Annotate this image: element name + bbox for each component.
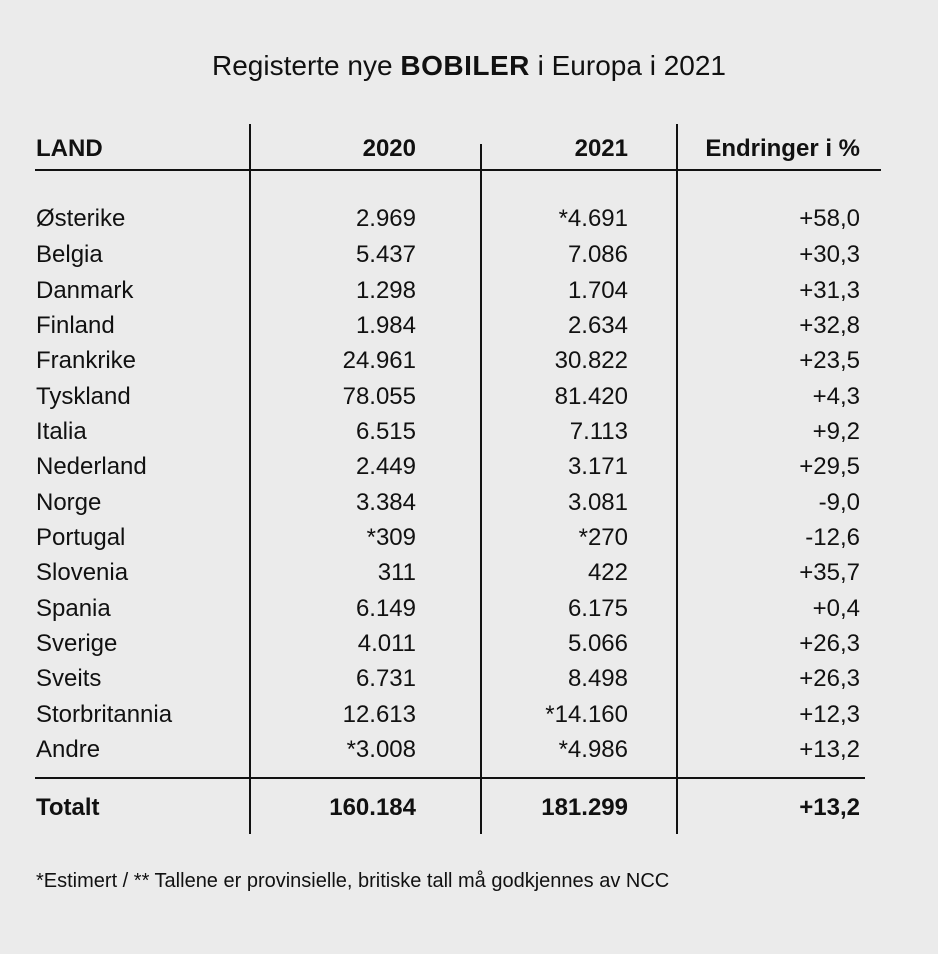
row-5-land: Tyskland — [36, 383, 131, 410]
header-divider — [35, 169, 881, 171]
row-7-2021: 3.171 — [567, 453, 628, 480]
column-separator-3 — [676, 124, 678, 834]
row-0-2021: *4.691 — [558, 205, 628, 232]
column-separator-2 — [480, 144, 482, 834]
row-11-2021: 6.175 — [567, 595, 628, 622]
row-12-change: +26,3 — [799, 630, 860, 657]
row-8-land: Norge — [36, 489, 102, 516]
row-7-change: +29,5 — [799, 453, 860, 480]
row-3-land: Finland — [36, 312, 115, 339]
row-9-2020: *309 — [366, 524, 416, 551]
header-2021: 2021 — [574, 135, 628, 162]
row-3-change: +32,8 — [799, 312, 860, 339]
row-2-2020: 1.298 — [355, 277, 416, 304]
row-14-2021: *14.160 — [545, 701, 628, 728]
row-15-2020: *3.008 — [346, 736, 416, 763]
row-11-2020: 6.149 — [355, 595, 416, 622]
column-separator-1 — [249, 124, 251, 834]
row-6-land: Italia — [36, 418, 87, 445]
row-14-land: Storbritannia — [36, 701, 173, 728]
header-land: LAND — [36, 135, 103, 162]
row-6-2020: 6.515 — [355, 418, 416, 445]
row-5-2020: 78.055 — [342, 383, 416, 410]
row-13-change: +26,3 — [799, 665, 860, 692]
row-9-2021: *270 — [578, 524, 628, 551]
total-change: +13,2 — [799, 794, 860, 821]
row-12-2020: 4.011 — [357, 630, 416, 657]
title-prefix: Registerte nye — [212, 50, 393, 81]
title-suffix: i Europa i 2021 — [537, 50, 726, 81]
row-6-change: +9,2 — [812, 418, 860, 445]
row-8-change: -9,0 — [818, 489, 860, 516]
row-1-land: Belgia — [36, 241, 103, 268]
row-4-land: Frankrike — [36, 347, 137, 374]
row-9-land: Portugal — [36, 524, 126, 551]
row-0-2020: 2.969 — [355, 205, 416, 232]
row-4-2021: 30.822 — [554, 347, 628, 374]
row-14-2020: 12.613 — [342, 701, 416, 728]
row-11-land: Spania — [36, 595, 111, 622]
total-divider — [35, 777, 865, 779]
header-2020: 2020 — [362, 135, 416, 162]
row-1-2020: 5.437 — [355, 241, 416, 268]
row-12-land: Sverige — [36, 630, 118, 657]
row-2-land: Danmark — [36, 277, 134, 304]
title-bold: BOBILER — [400, 50, 530, 81]
row-7-land: Nederland — [36, 453, 147, 480]
row-7-2020: 2.449 — [355, 453, 416, 480]
row-4-change: +23,5 — [799, 347, 860, 374]
row-3-2021: 2.634 — [567, 312, 628, 339]
row-12-2021: 5.066 — [567, 630, 628, 657]
row-10-2021: 422 — [587, 559, 628, 586]
row-0-land: Østerike — [36, 205, 126, 232]
header-change: Endringer i % — [705, 135, 860, 162]
row-15-2021: *4.986 — [558, 736, 628, 763]
row-1-2021: 7.086 — [567, 241, 628, 268]
row-8-2020: 3.384 — [355, 489, 416, 516]
row-11-change: +0,4 — [812, 595, 860, 622]
row-13-land: Sveits — [36, 665, 102, 692]
row-10-change: +35,7 — [799, 559, 860, 586]
row-13-2021: 8.498 — [567, 665, 628, 692]
row-2-change: +31,3 — [799, 277, 860, 304]
row-3-2020: 1.984 — [355, 312, 416, 339]
row-13-2020: 6.731 — [355, 665, 416, 692]
row-10-land: Slovenia — [36, 559, 129, 586]
row-2-2021: 1.704 — [567, 277, 628, 304]
row-14-change: +12,3 — [799, 701, 860, 728]
row-0-change: +58,0 — [799, 205, 860, 232]
row-10-2020: 311 — [377, 559, 416, 586]
row-6-2021: 7.113 — [569, 418, 628, 445]
row-15-land: Andre — [36, 736, 101, 763]
total-2020: 160.184 — [329, 794, 416, 821]
row-5-2021: 81.420 — [554, 383, 628, 410]
row-5-change: +4,3 — [812, 383, 860, 410]
row-15-change: +13,2 — [799, 736, 860, 763]
footnote: *Estimert / ** Tallene er provinsielle, britiske tall må godkjennes av NCC — [36, 870, 670, 892]
row-4-2020: 24.961 — [342, 347, 416, 374]
row-9-change: -12,6 — [805, 524, 860, 551]
total-land: Totalt — [36, 794, 100, 821]
row-8-2021: 3.081 — [567, 489, 628, 516]
total-2021: 181.299 — [541, 794, 628, 821]
row-1-change: +30,3 — [799, 241, 860, 268]
